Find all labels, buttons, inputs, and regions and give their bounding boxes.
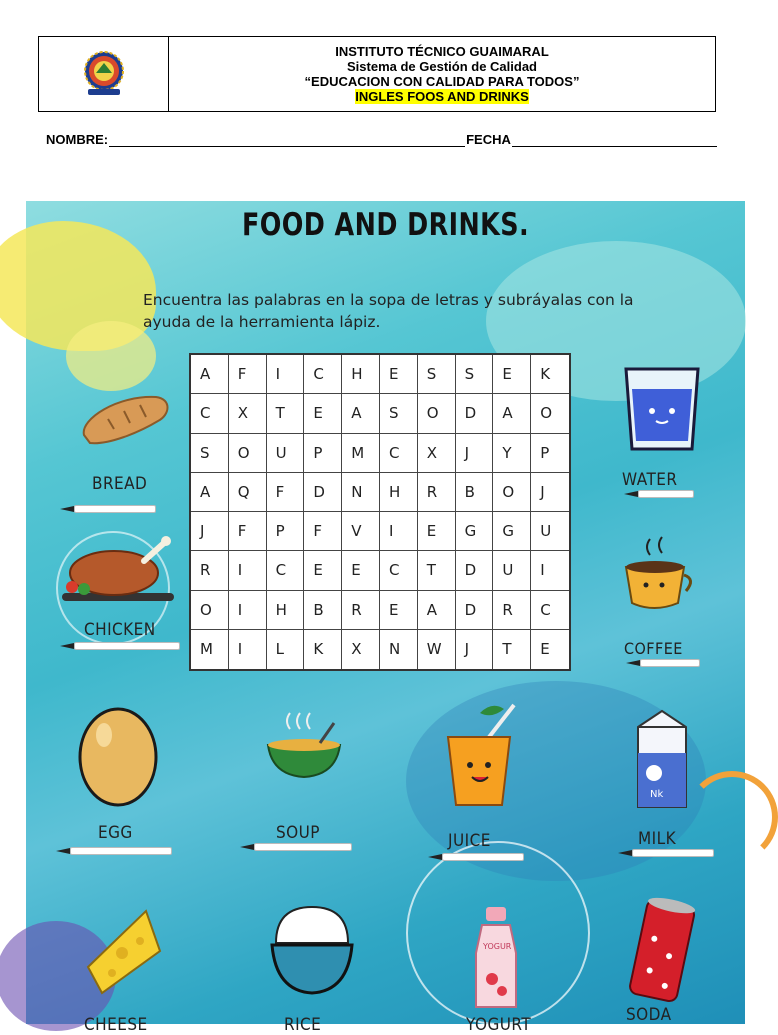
logo-cell (39, 37, 169, 111)
grid-cell[interactable]: M (191, 630, 229, 669)
institute-name: INSTITUTO TÉCNICO GUAIMARAL (335, 44, 549, 59)
grid-cell[interactable]: P (304, 434, 342, 473)
grid-cell[interactable]: B (456, 473, 494, 512)
grid-cell[interactable]: E (418, 512, 456, 551)
grid-cell[interactable]: V (342, 512, 380, 551)
grid-cell[interactable]: A (342, 394, 380, 433)
grid-cell[interactable]: E (540, 640, 550, 659)
grid-cell[interactable]: A (493, 394, 531, 433)
label-yogurt: YOGURT (466, 1015, 532, 1035)
grid-cell[interactable]: P (531, 434, 569, 473)
grid-cell[interactable]: D (456, 591, 494, 630)
grid-cell[interactable]: J (456, 434, 494, 473)
grid-cell[interactable]: Q (229, 473, 267, 512)
grid-cell[interactable]: C (380, 551, 418, 590)
yogurt-brand-text: YOGUR (483, 942, 512, 951)
grid-cell[interactable]: J (456, 630, 494, 669)
grid-cell[interactable]: S (380, 394, 418, 433)
coffee-cup-icon (620, 535, 700, 615)
grid-cell[interactable]: T (418, 551, 456, 590)
grid-cell[interactable]: C (380, 434, 418, 473)
label-egg: EGG (98, 823, 133, 843)
pencil-underline (60, 505, 156, 513)
grid-cell[interactable]: F (304, 512, 342, 551)
worksheet (26, 201, 745, 1035)
grid-cell[interactable]: O (493, 473, 531, 512)
milk-carton-icon (630, 707, 694, 811)
grid-cell[interactable]: C (304, 355, 342, 394)
grid-cell[interactable]: S (418, 355, 456, 394)
grid-cell[interactable]: T (493, 630, 531, 669)
grid-cell[interactable]: T (267, 394, 305, 433)
label-soda: SODA (626, 1005, 672, 1025)
grid-cell[interactable]: L (267, 630, 305, 669)
grid-cell[interactable]: H (342, 355, 380, 394)
name-field[interactable] (109, 134, 465, 147)
juice-glass-icon (440, 701, 524, 811)
grid-cell[interactable]: R (418, 473, 456, 512)
label-coffee: COFFEE (624, 639, 683, 658)
institute-logo (76, 49, 132, 99)
grid-cell[interactable]: O (531, 394, 569, 433)
grid-cell[interactable]: M (342, 434, 380, 473)
grid-cell[interactable]: U (531, 512, 569, 551)
motto: “EDUCACION CON CALIDAD PARA TODOS” (304, 74, 580, 89)
pencil-underline (56, 847, 172, 855)
grid-cell[interactable]: E (304, 394, 342, 433)
grid-cell[interactable]: C (191, 394, 229, 433)
grid-cell[interactable]: A (191, 355, 229, 394)
grid-cell[interactable]: D (304, 473, 342, 512)
soup-bowl-icon (262, 709, 346, 785)
grid-cell[interactable]: Y (493, 434, 531, 473)
worksheet-title: FOOD AND DRINKS. (241, 207, 530, 243)
grid-cell[interactable]: A (191, 473, 229, 512)
name-date-line (46, 132, 718, 147)
grid-cell[interactable]: N (342, 473, 380, 512)
grid-cell[interactable]: J (191, 512, 229, 551)
grid-cell[interactable]: H (380, 473, 418, 512)
grid-cell[interactable]: E (342, 551, 380, 590)
grid-cell[interactable]: E (380, 591, 418, 630)
water-glass-icon (618, 361, 706, 457)
grid-cell[interactable]: X (342, 630, 380, 669)
date-field[interactable] (512, 134, 717, 147)
subject-title: INGLES FOOS AND DRINKS (355, 89, 529, 104)
soda-can-icon (624, 895, 704, 1007)
grid-cell[interactable]: I (531, 551, 569, 590)
grid-cell[interactable]: B (304, 591, 342, 630)
pencil-underline (618, 849, 714, 857)
milk-brand-text: Nk (650, 789, 664, 800)
grid-cell[interactable]: X (229, 394, 267, 433)
label-rice: RICE (284, 1015, 322, 1035)
word-search-grid[interactable] (189, 353, 571, 671)
grid-cell[interactable]: X (418, 434, 456, 473)
grid-cell[interactable]: U (267, 434, 305, 473)
grid-cell[interactable]: R (191, 551, 229, 590)
grid-cell[interactable]: K (304, 630, 342, 669)
label-water: WATER (622, 470, 678, 490)
grid-cell[interactable]: S (456, 355, 494, 394)
label-cheese: CHEESE (84, 1015, 148, 1035)
roast-chicken-icon (58, 531, 178, 611)
label-soup: SOUP (276, 823, 320, 843)
label-chicken: CHICKEN (84, 620, 156, 640)
rice-bowl-icon (268, 901, 356, 1001)
pencil-underline (624, 490, 694, 498)
quality-system: Sistema de Gestión de Calidad (347, 59, 537, 74)
grid-cell[interactable]: D (456, 551, 494, 590)
pencil-underline (240, 843, 352, 851)
grid-cell[interactable]: W (418, 630, 456, 669)
pencil-underline (626, 659, 700, 667)
pencil-underline (60, 642, 180, 650)
label-juice: JUICE (448, 831, 491, 851)
instructions: Encuentra las palabras en la sopa de letras y subráyalas con la ayuda de la herramienta lápiz. (143, 291, 634, 331)
grid-cell[interactable]: N (380, 630, 418, 669)
bread-icon (78, 389, 174, 449)
header-table (38, 36, 716, 112)
grid-cell[interactable]: I (229, 591, 267, 630)
grid-cell[interactable]: K (531, 355, 569, 394)
grid-cell[interactable]: F (267, 473, 305, 512)
grid-cell[interactable]: O (191, 591, 229, 630)
grid-cell[interactable]: P (267, 512, 305, 551)
pencil-underline (428, 853, 524, 861)
date-label: FECHA (466, 132, 511, 147)
grid-cell[interactable]: R (493, 591, 531, 630)
grid-cell[interactable]: O (418, 394, 456, 433)
grid-cell[interactable]: A (418, 591, 456, 630)
yogurt-bottle-icon (472, 903, 520, 1013)
cheese-icon (82, 907, 166, 995)
grid-cell[interactable]: D (456, 394, 494, 433)
grid-cell[interactable]: E (304, 551, 342, 590)
grid-cell[interactable]: C (531, 591, 569, 630)
egg-icon (76, 701, 160, 807)
name-label: NOMBRE: (46, 132, 109, 147)
grid-cell[interactable]: F (229, 355, 267, 394)
label-bread: BREAD (92, 474, 148, 494)
label-milk: MILK (638, 829, 677, 849)
header-title (169, 37, 715, 111)
grid-cell[interactable]: R (342, 591, 380, 630)
grid-cell[interactable]: F (229, 512, 267, 551)
grid-cell[interactable]: E (493, 355, 531, 394)
grid-cell[interactable]: G (456, 512, 494, 551)
grid-cell[interactable]: U (493, 551, 531, 590)
grid-cell[interactable]: E (380, 355, 418, 394)
grid-cell[interactable]: C (267, 551, 305, 590)
grid-cell[interactable]: O (229, 434, 267, 473)
grid-cell[interactable]: I (267, 355, 305, 394)
grid-cell[interactable]: I (229, 630, 267, 669)
grid-cell[interactable]: I (380, 512, 418, 551)
grid-cell[interactable]: S (191, 434, 229, 473)
grid-cell[interactable]: G (493, 512, 531, 551)
grid-cell[interactable]: J (531, 473, 569, 512)
grid-cell[interactable]: H (267, 591, 305, 630)
grid-cell[interactable]: I (229, 551, 267, 590)
